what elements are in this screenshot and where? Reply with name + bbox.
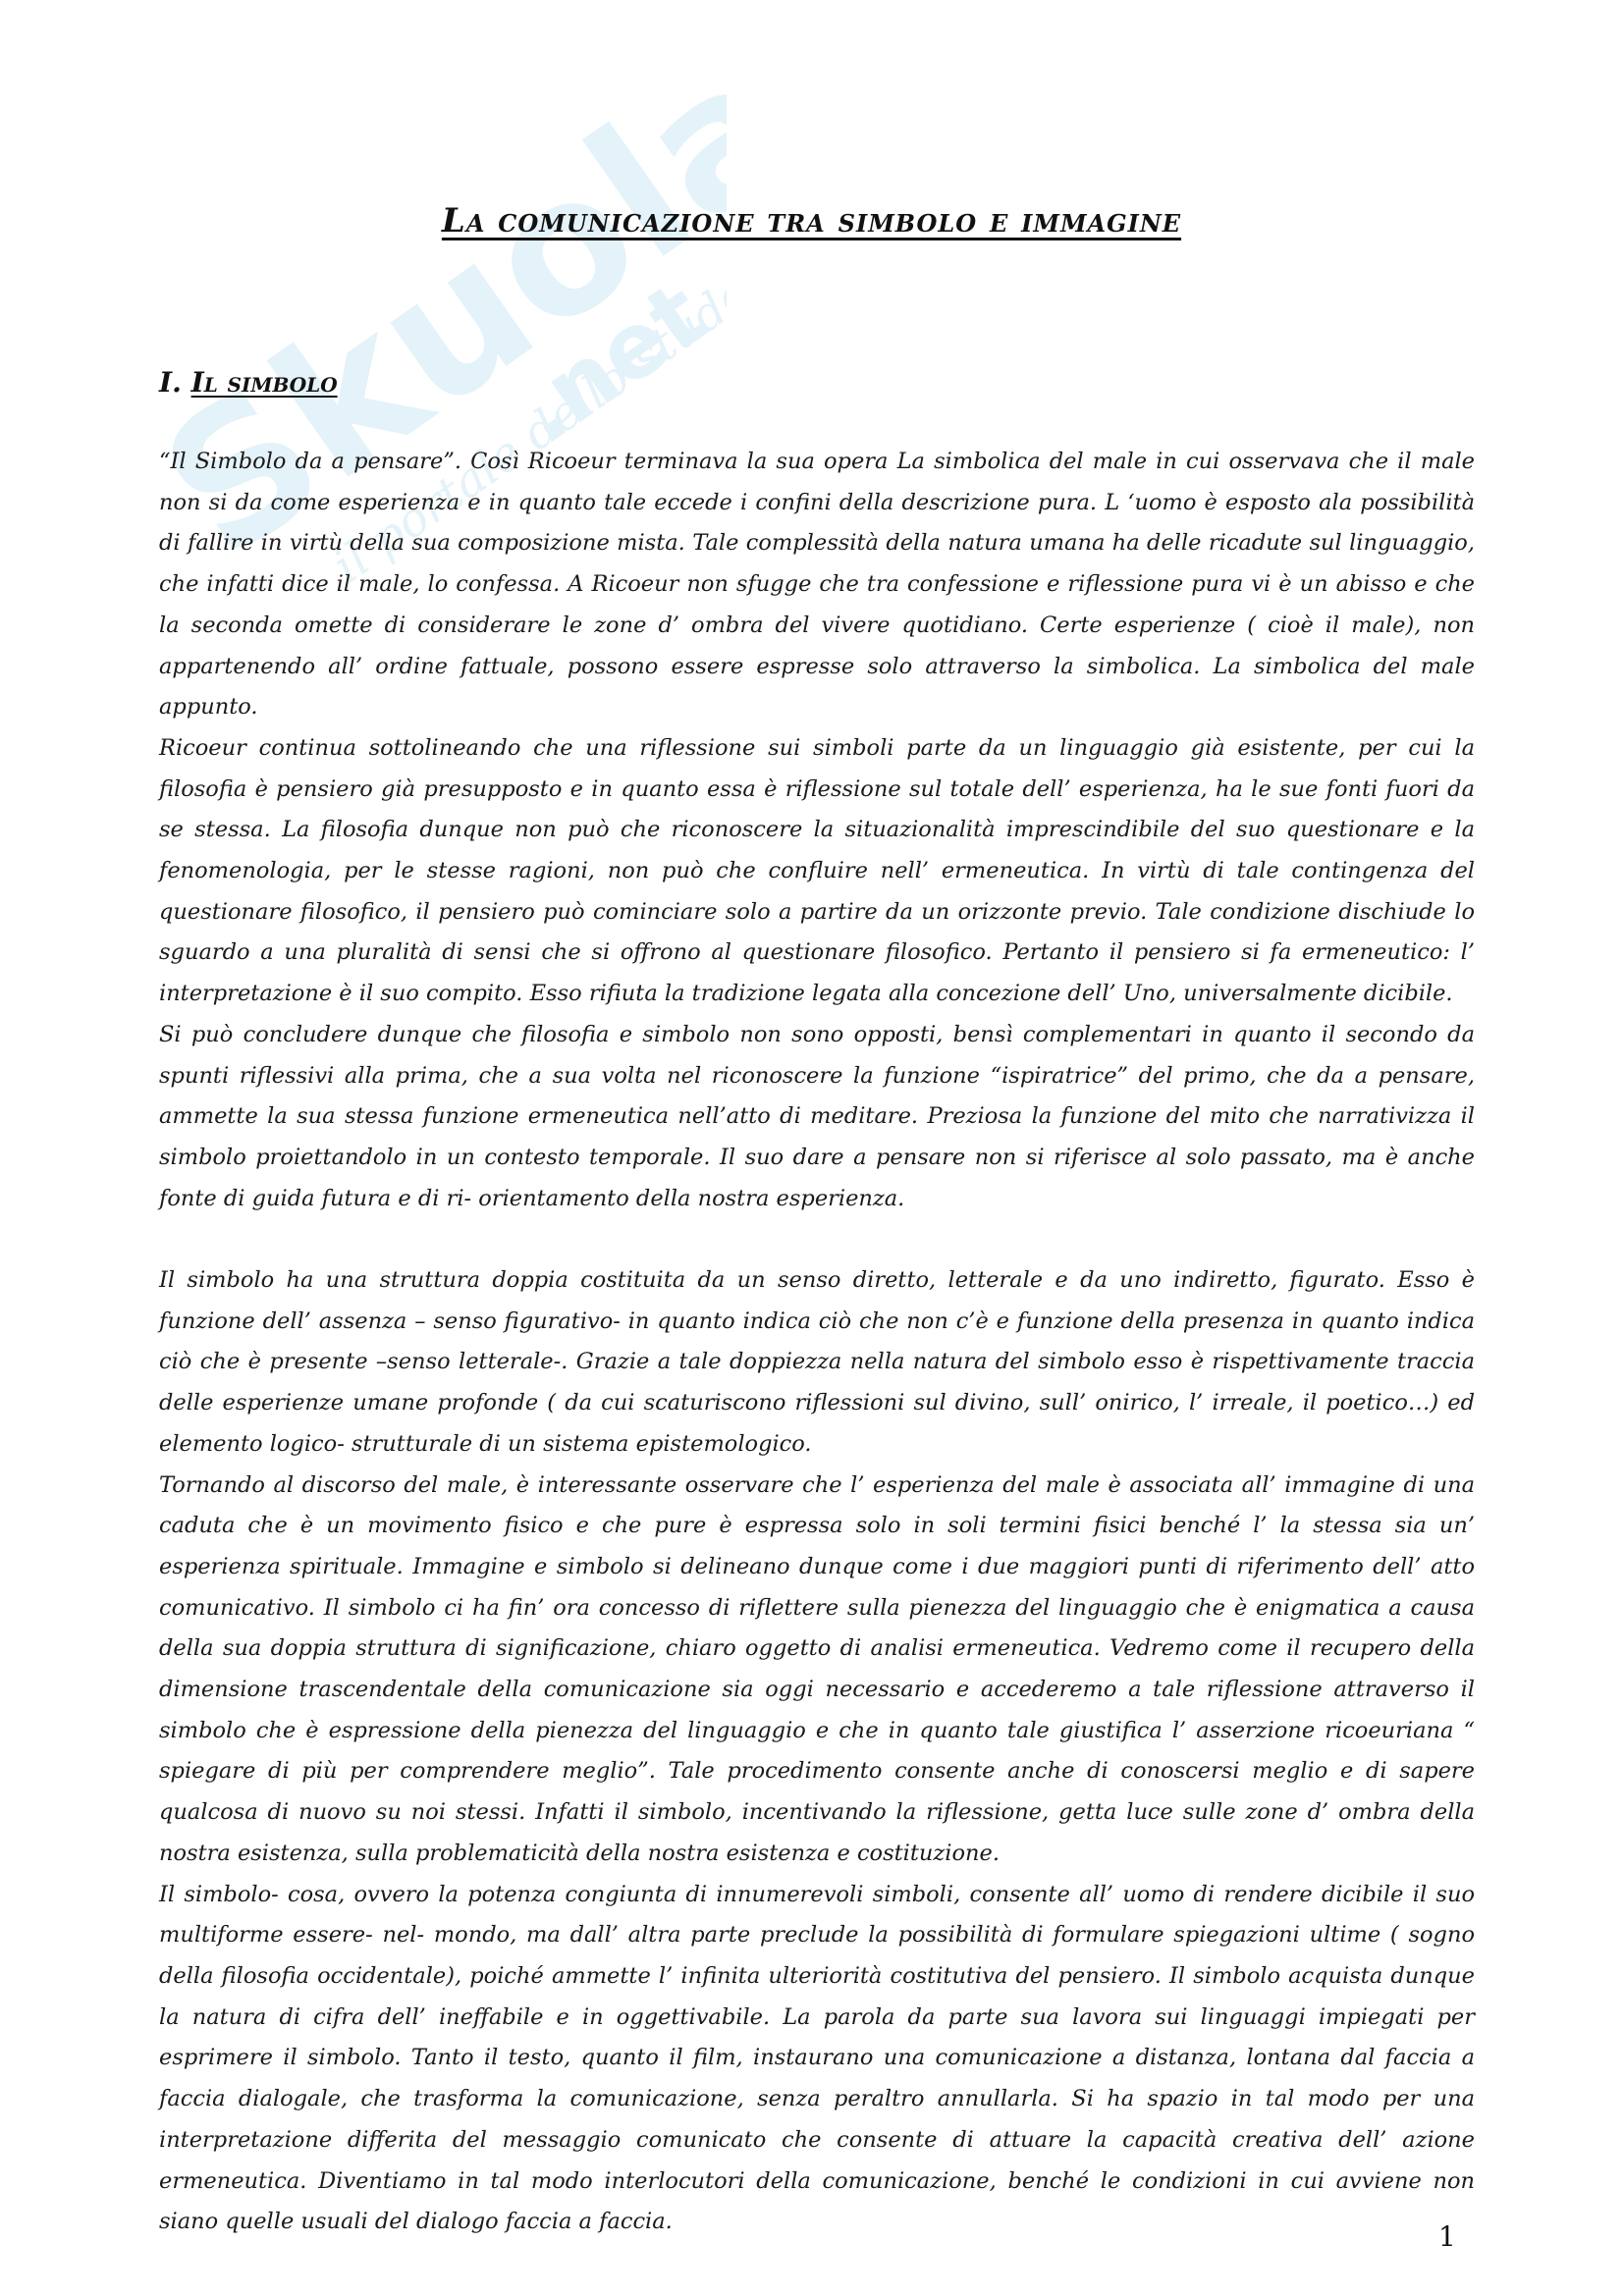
watermark-brand: Skuola [126,20,727,600]
paragraph: Ricoeur continua sottolineando che una riflessione sui simboli parte da un linguaggio già esistente, per cui la filosofia è pensiero già presupposto e in quanto essa è riflessione sul totale dell’ esperienza, ha le sue fonti fuori da se stessa. La filosofia dunque non può che riconoscere la situazionalità imprescindibile del suo questionare e la fenomenologia, per le stesse ragioni, non può che confluire nell’ ermeneutica. In virtù di tale contingenza del questionare filosofico, il pensiero può cominciare solo a partire da un orizzonte previo. Tale condizione dischiude lo sguardo a una pluralità di sensi che si offrono al questionare filosofico. Pertanto il pensiero si fa ermeneutico: l’ interpretazione è il suo compito. Esso rifiuta la tradizione legata alla concezione dell’ Uno, universalmente dicibile. [159,734,1475,1007]
paragraph: “Il Simbolo da a pensare”. Così Ricoeur terminava la sua opera La simbolica del male in cui osservava che il male non si da come esperienza e in quanto tale eccede i confini della descrizione pura. L ‘uomo è esposto ala possibilità di fallire in virtù della sua composizione mista. Tale complessità della natura umana ha delle ricadute sul linguaggio, che infatti dice il male, lo confessa. A Ricoeur non sfugge che tra confessione e riflessione pura vi è un abisso e che la seconda omette di considerare le zone d’ ombra del vivere quotidiano. Certe esperienze ( cioè il male), non appartenendo all’ ordine fattuale, possono essere espresse solo attraverso la simbolica. La simbolica del male appunto. [159,449,1475,721]
watermark-brand-suffix: .net [497,261,725,464]
watermark-tagline: il portale dello studente [323,221,727,595]
document-body [159,442,1475,2243]
section-number: I. [159,366,182,399]
paragraph: Tornando al discorso del male, è interessante osservare che l’ esperienza del male è associata all’ immagine di una caduta che è un movimento fisico e che pure è espressa solo in soli termini fisici benché l’ la stessa sia un’ esperienza spirituale. Immagine e simbolo si delineano dunque come i due maggiori punti di riferimento dell’ atto comunicativo. Il simbolo ci ha fin’ ora concesso di riflettere sulla pienezza del linguaggio che è enigmatica a causa della sua doppia struttura di significazione, chiaro oggetto di analisi ermeneutica. Vedremo come il recupero della dimensione trascendentale della comunicazione sia oggi necessario e accederemo a tale riflessione attraverso il simbolo che è espressione della pienezza del linguaggio e che in quanto tale giustifica l’ asserzione ricoeuriana “ spiegare di più per comprendere meglio”. Tale procedimento consente anche di conoscersi meglio e di sapere qualcosa di nuovo su noi stessi. Infatti il simbolo, incentivando la riflessione, getta luce sulle zone d’ ombra della nostra esistenza, sulla problematicità della nostra esistenza e costituzione. [159,1471,1475,1866]
section-heading [159,366,338,399]
paragraph: Il simbolo ha una struttura doppia costituita da un senso diretto, letterale e da uno indiretto, figurato. Esso è funzione dell’ assenza – senso figurativo- in quanto indica ciò che non c’è e funzione della presenza in quanto indica ciò che è presente –senso letterale-. Grazie a tale doppiezza nella natura del simbolo esso è rispettivamente traccia delle esperienze umane profonde ( da cui scaturiscono riflessioni sul divino, sull’ onirico, l’ irreale, il poetico…) ed elemento logico- strutturale di un sistema epistemologico. [159,1267,1475,1457]
section-label: Il simbolo [190,366,338,399]
document-title: La comunicazione tra simbolo e immagine [441,201,1182,240]
paragraph: Il simbolo- cosa, ovvero la potenza congiunta di innumerevoli simboli, consente all’ uomo di rendere dicibile il suo multiforme essere- nel- mondo, ma dall’ altra parte preclude la possibilità di formulare spiegazioni ultime ( sogno della filosofia occidentale), poiché ammette l’ infinita ulteriorità costitutiva del pensiero. Il simbolo acquista dunque la natura di cifra dell’ ineffabile e in oggettivabile. La parola da parte sua lavora sui linguaggi impiegati per esprimere il simbolo. Tanto il testo, quanto il film, instaurano una comunicazione a distanza, lontana dal faccia a faccia dialogale, che trasforma la comunicazione, senza peraltro annullarla. Si ha spazio in tal modo per una interpretazione differita del messaggio comunicato che consente di attuare la capacità creativa dell’ azione ermeneutica. Diventiamo in tal modo interlocutori della comunicazione, benché le condizioni in cui avviene non siano quelle usuali del dialogo faccia a faccia. [159,1881,1475,2235]
page-number: 1 [1438,2220,1456,2253]
paragraph: Si può concludere dunque che filosofia e simbolo non sono opposti, bensì complementari in quanto il secondo da spunti riflessivi alla prima, che a sua volta nel riconoscere la funzione “ispiratrice” del primo, che da a pensare, ammette la sua stessa funzione ermeneutica nell’atto di meditare. Preziosa la funzione del mito che narrativizza il simbolo proiettandolo in un contesto temporale. Il suo dare a pensare non si riferisce al solo passato, ma è anche fonte di guida futura e di ri- orientamento della nostra esperienza. [159,1021,1475,1211]
